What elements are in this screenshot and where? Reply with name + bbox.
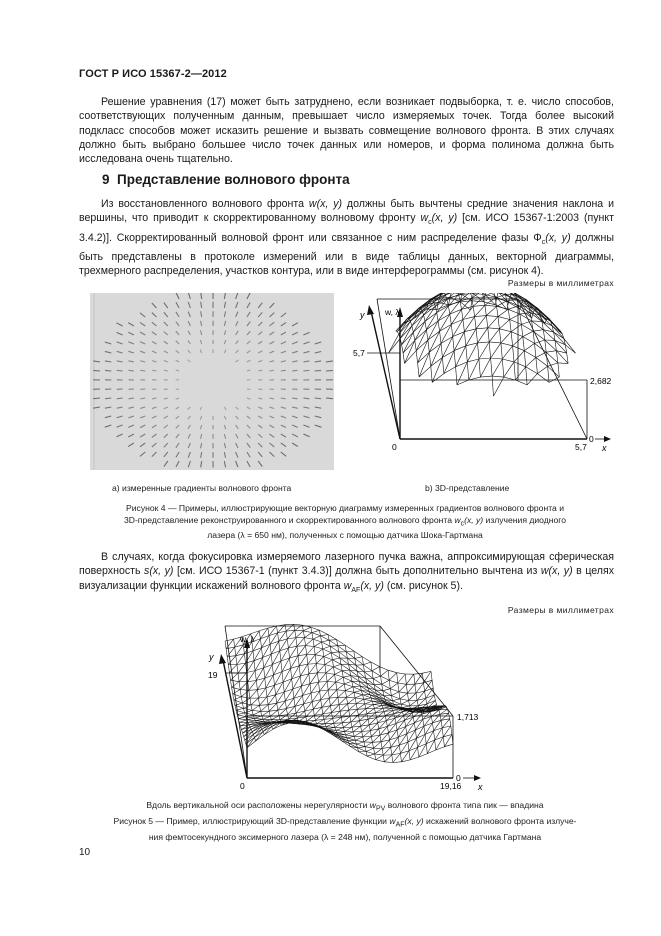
z-zero-tick: 0: [589, 434, 594, 444]
text: искажений волнового фронта излуче-: [423, 816, 577, 826]
text: (см. рисунок 5).: [383, 579, 463, 592]
formula: w: [389, 816, 396, 826]
formula: w: [369, 800, 376, 810]
figure5-caption: [70, 816, 620, 843]
formula: (x, y): [360, 579, 384, 592]
caption-line: Рисунок 4 — Примеры, иллюстрирующие векторную диаграмму измеренных градиентов волнового фронта и: [125, 503, 565, 513]
caption-line: лазера (λ = 650 нм), полученных с помощью датчика Шока-Гартмана: [207, 530, 483, 541]
figure5-dimensions-note: Размеры в миллиметрах: [507, 605, 614, 615]
figure4a-label: a) измеренные градиенты волнового фронта: [112, 483, 292, 493]
paragraph-text: Решение уравнения (17) может быть затруднено, если возникает подвыборка, т. е. число способов, соответствующих полученным данным, превышает число измеряемых точек. Тогда более высокий подкласс способов может исказить решение и вызвать совмещение волнового фронта. В этих случаях должно быть выбрано большее число точек данных или номеров, и форма полинома должна быть исследована очень тщательно.: [79, 96, 614, 166]
x-axis-label: x: [478, 782, 483, 792]
y-max-tick: 19: [208, 670, 218, 680]
text: [см. ИСО 15367-1 (пункт 3.4.3)] должна быть дополнительно вычтена из: [173, 565, 541, 578]
formula: w(x, y): [540, 565, 573, 578]
text: должны быть вычтены средние значения наклона и вершины, что приводит к скорректированному волновому фронту: [79, 198, 614, 225]
formula: (x, y): [464, 514, 484, 525]
formula: (x, y): [404, 816, 424, 826]
x-max-tick: 19,16: [440, 781, 462, 791]
subscript: AF: [351, 586, 361, 594]
subscript: AF: [395, 821, 405, 829]
figure4b-label: b) 3D-представление: [425, 483, 510, 493]
x-axis-label: x: [602, 443, 607, 453]
section-title: Представление волнового фронта: [117, 172, 350, 187]
caption-line: ния фемтосекундного эксимерного лазера (λ = 248 нм), полученной с помощью датчика Гартмана: [148, 831, 542, 842]
text: излучения диодного: [483, 514, 567, 525]
paragraph-spherical-subtraction: [79, 550, 614, 598]
formula: s(x, y): [144, 565, 174, 578]
subscript: PV: [376, 805, 386, 813]
wavefront-distortion-3d-surface: [195, 618, 505, 798]
y-axis-label: y: [209, 652, 214, 662]
vector-field-image: [90, 293, 334, 470]
paragraph-wavefront-representation: [79, 197, 614, 279]
formula: w: [420, 212, 429, 225]
text: Вдоль вертикальной оси расположены нерегулярности: [146, 800, 370, 810]
page-number: 10: [79, 847, 91, 858]
origin-tick: 0: [392, 442, 397, 452]
text: [см. ИСО 15367-1:2003 (пункт 3.4.2)]. Скорректированный волновой фронт или связанное с ним распределение фазы Φ: [79, 212, 615, 244]
figure4-caption: [70, 503, 620, 542]
text: волнового фронта типа пик — впадина: [385, 800, 544, 810]
z-axis-label: w, λ: [385, 307, 400, 317]
text: Из восстановленного волнового фронта: [101, 198, 309, 210]
wavefront-3d-surface: [345, 293, 630, 458]
text: должны быть представлены в протоколе измерений или в виде таблицы данных, векторной диаграммы, трехмерного распределения, участков контура, или в виде интерферограммы (см. рисунок 4).: [79, 231, 614, 278]
document-header: ГОСТ Р ИСО 15367-2—2012: [79, 68, 227, 80]
figure5-3d-plot: [195, 618, 505, 798]
paragraph-subsampling: [79, 95, 614, 166]
subscript: c: [460, 520, 465, 528]
figure4a-vector-diagram: [90, 293, 334, 470]
origin-tick: 0: [240, 781, 245, 791]
text: В случаях, когда фокусировка измеряемого лазерного пучка важна, аппроксимирующая сферическая поверхность: [79, 551, 614, 578]
text: Рисунок 5 — Пример, иллюстрирующий 3D-представление функции: [113, 816, 390, 826]
y-axis-label: y: [360, 310, 365, 320]
z-max-tick: 1,713: [457, 712, 479, 722]
figure4-dimensions-note: Размеры в миллиметрах: [507, 278, 614, 288]
x-max-tick: 5,7: [575, 442, 587, 452]
y-max-tick: 5,7: [353, 348, 365, 358]
section-number: 9: [102, 172, 110, 187]
figure5-note: [70, 800, 620, 816]
caption-line: [70, 515, 620, 531]
formula: w: [454, 514, 461, 525]
z-max-tick: 2,682: [590, 376, 612, 386]
subscript: c: [541, 238, 546, 246]
formula: w(x, y): [308, 198, 343, 210]
formula: (x, y): [545, 231, 571, 244]
subscript: c: [428, 219, 432, 227]
caption-line: [70, 816, 620, 832]
section-heading: [102, 172, 350, 187]
formula: w: [343, 579, 352, 592]
figure4b-3d-plot: [345, 293, 630, 458]
z-axis-label: w, λ: [240, 634, 255, 644]
formula: (x, y): [431, 212, 458, 225]
text: в целях визуализации функции искажений волнового фронта: [79, 565, 615, 592]
z-zero-tick: 0: [456, 773, 461, 783]
text: 3D-представление реконструированного и скорректированного волнового фронта: [123, 514, 455, 525]
